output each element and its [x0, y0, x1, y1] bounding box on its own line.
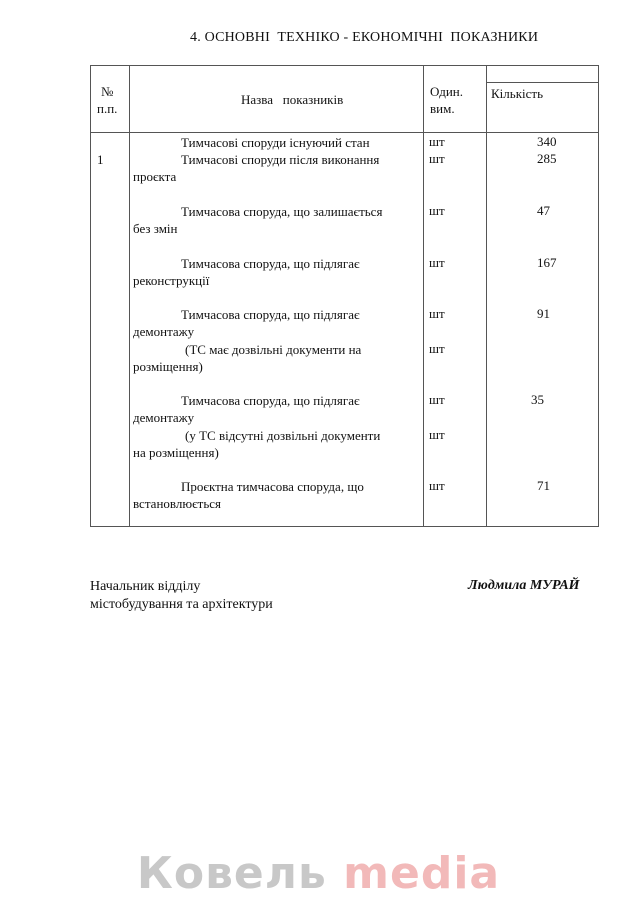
table-divider	[91, 132, 598, 133]
table-row-unit: шт	[429, 427, 445, 442]
table-divider	[486, 82, 598, 83]
table-row-name: Тимчасові споруди існуючий стан	[181, 135, 370, 150]
watermark-part2: media	[343, 848, 501, 899]
table-row-unit: шт	[429, 203, 445, 218]
header-unit-line1: Один.	[430, 84, 463, 99]
header-qty: Кількість	[491, 86, 544, 101]
page-title: 4. ОСНОВНІ ТЕХНІКО - ЕКОНОМІЧНІ ПОКАЗНИКИ	[190, 30, 539, 45]
table-row-qty: 35	[531, 392, 544, 407]
signature-position-line1: Начальник відділу	[90, 579, 201, 594]
header-num-line2: п.п.	[97, 101, 118, 116]
signature-position-line2: містобудування та архітектури	[90, 597, 273, 612]
signature-name: Людмила МУРАЙ	[468, 578, 580, 593]
table-row-unit: шт	[429, 341, 445, 356]
table-row-name: Проєктна тимчасова споруда, що встановлюється	[133, 479, 364, 511]
signature-position	[90, 578, 273, 614]
watermark-part1: Ковель	[136, 848, 327, 899]
table-row-qty: 91	[537, 306, 550, 321]
table-row-qty: 71	[537, 478, 550, 493]
table-row-name: Тимчасові споруди після виконання проєкта	[133, 152, 380, 184]
table-row-unit: шт	[429, 151, 445, 166]
table-divider	[486, 66, 487, 526]
table-row-qty: 285	[537, 151, 557, 166]
header-name: Назва показників	[241, 92, 344, 107]
table-row-unit: шт	[429, 478, 445, 493]
table-row-qty: 340	[537, 134, 557, 149]
table-row-unit: шт	[429, 134, 445, 149]
table-row-unit: шт	[429, 306, 445, 321]
table-row-unit: шт	[429, 392, 445, 407]
table-row-name: (ТС має дозвільні документи на розміщення)	[133, 342, 362, 374]
table-divider	[129, 66, 130, 526]
watermark-logo	[0, 848, 637, 899]
table-row-name: (у ТС відсутні дозвільні документи на розміщення)	[133, 428, 381, 460]
table-row-name: Тимчасова споруда, що залишається без змін	[133, 204, 383, 236]
table-row-name: Тимчасова споруда, що підлягає демонтажу	[133, 307, 360, 339]
table-divider	[423, 66, 424, 526]
table-row-qty: 47	[537, 203, 550, 218]
header-num-line1: №	[101, 84, 114, 99]
table-row-name: Тимчасова споруда, що підлягає демонтажу	[133, 393, 360, 425]
table-row-name: Тимчасова споруда, що підлягає реконструкції	[133, 256, 360, 288]
table-row-qty: 167	[537, 255, 557, 270]
header-unit-line2: вим.	[430, 101, 455, 116]
indicators-table	[90, 65, 599, 527]
row-number: 1	[97, 152, 104, 167]
table-row-unit: шт	[429, 255, 445, 270]
